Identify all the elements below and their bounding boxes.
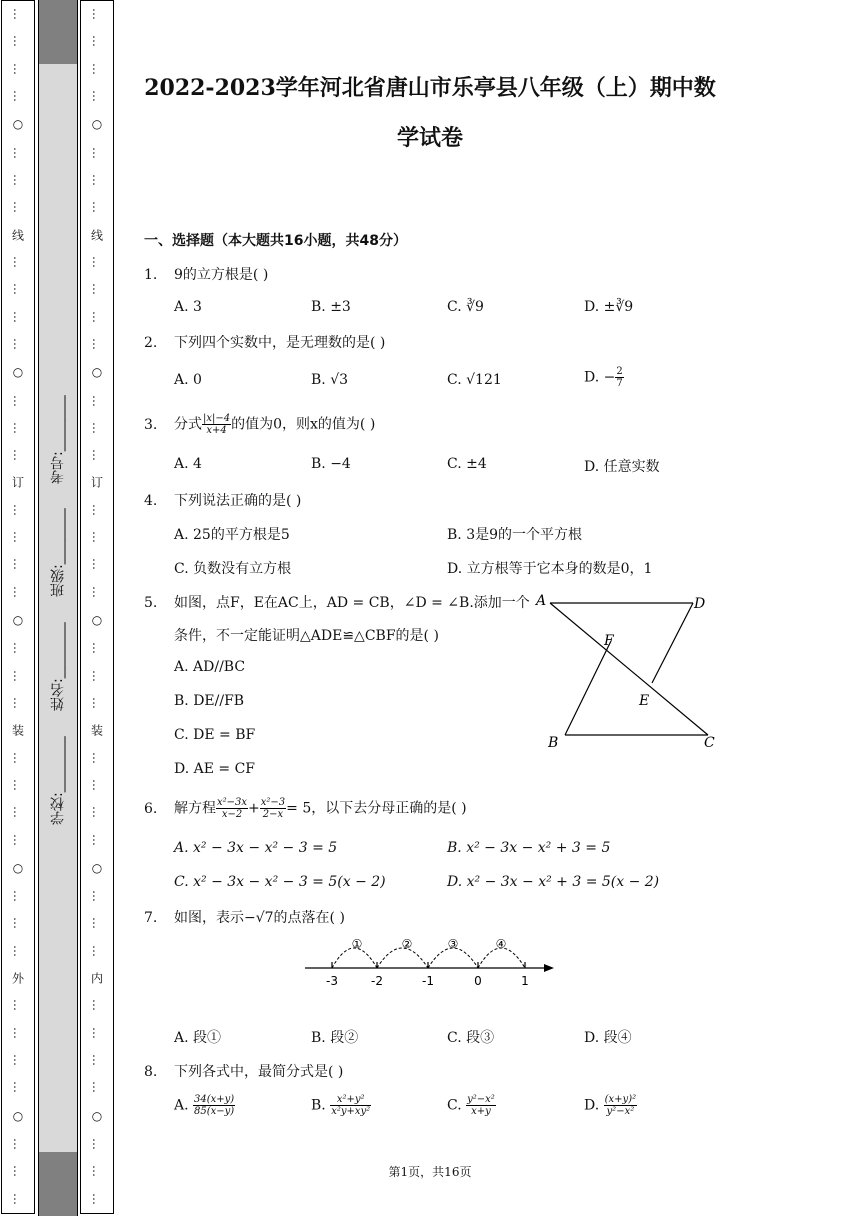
question-number: 4. (144, 493, 158, 509)
q2-option-d[interactable] (584, 366, 624, 389)
outer-binding-marks (2, 1, 34, 1213)
binding-dots: … (11, 1137, 25, 1151)
fraction-numerator: y²−x² (467, 1094, 495, 1105)
binding-dots: … (90, 696, 104, 710)
page-footer: 第1页，共16页 (388, 1165, 472, 1179)
binding-circle: ○ (90, 613, 104, 629)
binding-dots: … (90, 558, 104, 572)
fraction-denominator: x+4 (206, 425, 227, 436)
option-label: C. (447, 1097, 462, 1114)
binding-dots: … (90, 35, 104, 49)
fraction-denominator: x²y+xy² (331, 1106, 371, 1117)
option-label: D. (584, 1097, 600, 1114)
binding-circle: ○ (90, 1108, 104, 1124)
question-number: 3. (144, 416, 158, 433)
binding-dots: … (11, 201, 25, 215)
binding-char: 内 (89, 972, 104, 986)
question-number: 2. (144, 335, 158, 351)
q1-option-a[interactable]: A. 3 (174, 299, 202, 315)
q1-option-d[interactable]: D. ±∛9 (584, 299, 634, 315)
question-number: 7. (144, 910, 158, 926)
label-f: F (604, 633, 614, 649)
fraction-numerator: 34(x+y) (194, 1094, 235, 1105)
binding-dots: … (11, 35, 25, 49)
binding-dots: … (90, 255, 104, 269)
q4-option-a[interactable]: A. 25的平方根是5 (174, 527, 290, 543)
binding-dots: … (90, 421, 104, 435)
fraction-numerator: |x|−4 (203, 413, 231, 424)
binding-dots: … (11, 449, 25, 463)
fraction-numerator: x²−3x (217, 797, 248, 808)
fraction-denominator: y²−x² (606, 1106, 635, 1117)
fraction (330, 1094, 371, 1117)
tick-label: -1 (422, 974, 434, 988)
student-info-strip (38, 0, 78, 1216)
fraction (193, 1094, 235, 1117)
binding-dots: … (11, 890, 25, 904)
segment-arc-1 (332, 948, 377, 968)
question-number: 8. (144, 1064, 158, 1080)
segment-arc-3 (428, 948, 478, 968)
q4-option-b[interactable]: B. 3是9的一个平方根 (447, 527, 583, 543)
number-line-arrow (544, 964, 554, 972)
label-d: D (694, 596, 706, 612)
binding-char: 订 (10, 476, 25, 490)
binding-dots: … (11, 751, 25, 765)
binding-circle: ○ (11, 613, 25, 629)
question-number: 1. (144, 267, 158, 283)
fraction-numerator: x²−3 (260, 797, 286, 808)
q2-option-c[interactable]: C. √121 (447, 372, 502, 388)
fraction-numerator: x²+y² (330, 1094, 371, 1106)
fraction (202, 413, 231, 436)
option-label: D. − (584, 369, 616, 386)
binding-dots: … (11, 833, 25, 847)
class-field[interactable]: 班级:________ (50, 508, 66, 598)
binding-dots: … (90, 999, 104, 1013)
q6-option-d[interactable]: D. x² − 3x − x² + 3 = 5(x − 2) (447, 874, 660, 890)
binding-dots: … (90, 146, 104, 160)
q4-option-d[interactable]: D. 立方根等于它本身的数是0，1 (447, 561, 653, 577)
q1-option-c[interactable]: C. ∛9 (447, 299, 484, 315)
binding-dots: … (11, 558, 25, 572)
binding-char: 装 (10, 724, 25, 738)
question-1 (144, 264, 268, 284)
binding-dots: … (11, 8, 25, 22)
q7-option-b[interactable]: B. 段② (311, 1030, 359, 1046)
gray-block-bottom (39, 1152, 77, 1216)
fraction-denominator: x−2 (221, 809, 243, 820)
exam-number-field[interactable]: 考号:________ (50, 395, 66, 484)
q6-option-a[interactable]: A. x² − 3x − x² − 3 = 5 (174, 840, 338, 856)
binding-circle: ○ (11, 1108, 25, 1124)
question-2 (144, 332, 385, 352)
tick-label: -3 (326, 974, 338, 988)
binding-circle: ○ (90, 117, 104, 133)
binding-dots: … (90, 585, 104, 599)
binding-dots: … (11, 531, 25, 545)
binding-dots: … (11, 146, 25, 160)
binding-dots: … (11, 174, 25, 188)
binding-dots: … (90, 778, 104, 792)
title-line-2: 学试卷 (396, 125, 463, 151)
binding-dots: … (90, 944, 104, 958)
q5-option-d[interactable]: D. AE = CF (174, 761, 256, 777)
question-number: 5. (144, 595, 158, 611)
question-6 (144, 797, 467, 820)
question-text: 下列四个实数中，是无理数的是( ) (174, 335, 386, 351)
binding-char: 线 (89, 228, 104, 242)
question-text-pre: 解方程 (174, 800, 216, 817)
binding-dots: … (11, 1054, 25, 1068)
binding-dots: … (11, 90, 25, 104)
q8-option-d[interactable] (584, 1094, 637, 1117)
option-label: B. (311, 1097, 326, 1114)
binding-dots: … (90, 1026, 104, 1040)
binding-dots: … (11, 394, 25, 408)
question-4 (144, 490, 301, 510)
question-7 (144, 907, 345, 927)
binding-char: 线 (10, 228, 25, 242)
binding-dots: … (90, 890, 104, 904)
binding-dots: … (90, 8, 104, 22)
binding-dots: … (90, 503, 104, 517)
label-b: B (548, 735, 559, 751)
school-field[interactable]: 学校:________ (50, 736, 66, 825)
q1-option-b[interactable]: B. ±3 (311, 299, 351, 315)
binding-dots: … (90, 90, 104, 104)
q5-option-a[interactable]: A. AD//BC (174, 659, 246, 675)
binding-dots: … (90, 174, 104, 188)
q2-option-b[interactable]: B. √3 (311, 372, 349, 388)
question-8 (144, 1061, 343, 1081)
binding-dots: … (90, 1054, 104, 1068)
gray-block-top (39, 0, 77, 64)
question-text: 9的立方根是( ) (174, 267, 269, 283)
binding-circle: ○ (90, 365, 104, 381)
binding-dots: … (90, 337, 104, 351)
segment-de (652, 603, 693, 683)
binding-char: 装 (89, 724, 104, 738)
binding-dots: … (11, 585, 25, 599)
inner-binding-strip (80, 0, 114, 1214)
page-title (130, 63, 730, 163)
q2-option-a[interactable]: A. 0 (174, 372, 202, 388)
binding-dots: … (90, 531, 104, 545)
q5-text-line-2: 条件，不一定能证明△ADE≌△CBF的是( ) (174, 628, 439, 644)
name-field[interactable]: 姓名:________ (50, 622, 66, 712)
q6-option-c[interactable]: C. x² − 3x − x² − 3 = 5(x − 2) (174, 874, 386, 890)
binding-dots: … (11, 1026, 25, 1040)
binding-dots: … (11, 1165, 25, 1179)
question-text: 下列各式中，最简分式是( ) (174, 1064, 344, 1080)
segment-label-4: ④ (495, 937, 507, 951)
section-heading: 一、选择题（本大题共16小题，共48分） (144, 233, 407, 249)
fraction-2 (260, 797, 286, 820)
plus-sign: + (248, 800, 260, 817)
binding-dots: … (90, 449, 104, 463)
binding-dots: … (11, 503, 25, 517)
fraction-denominator: 2−x (262, 809, 284, 820)
fraction-denominator: 85(x−y) (194, 1106, 235, 1117)
binding-dots: … (11, 62, 25, 76)
q5-option-c[interactable]: C. DE = BF (174, 727, 256, 743)
q7-option-d[interactable]: D. 段④ (584, 1030, 632, 1046)
q6-option-b[interactable]: B. x² − 3x − x² + 3 = 5 (447, 840, 611, 856)
binding-dots: … (90, 806, 104, 820)
question-text-pre: 分式 (174, 416, 202, 433)
binding-dots: … (11, 1081, 25, 1095)
binding-circle: ○ (11, 365, 25, 381)
q4-option-c[interactable]: C. 负数没有立方根 (174, 561, 292, 577)
segment-bf (565, 641, 611, 735)
fraction (466, 1094, 496, 1117)
tick-label: 0 (474, 974, 482, 988)
segment-label-1: ① (351, 937, 363, 951)
binding-dots: … (11, 669, 25, 683)
fraction-denominator: x+y (471, 1106, 491, 1117)
q5-option-b[interactable]: B. DE//FB (174, 693, 245, 709)
binding-dots: … (11, 310, 25, 324)
title-line-1: 2022-2023学年河北省唐山市乐亭县八年级（上）期中数 (144, 75, 716, 101)
tick-label: 1 (521, 974, 529, 988)
binding-dots: … (90, 1137, 104, 1151)
binding-dots: … (90, 1192, 104, 1206)
binding-dots: … (11, 283, 25, 297)
q7-option-a[interactable]: A. 段① (174, 1030, 222, 1046)
option-label: A. (174, 1097, 189, 1114)
fraction-numerator: (x+y)² (604, 1094, 637, 1105)
binding-dots: … (90, 283, 104, 297)
binding-dots: … (11, 1192, 25, 1206)
binding-dots: … (90, 310, 104, 324)
q5-geometry-figure (530, 588, 730, 753)
binding-dots: … (90, 917, 104, 931)
binding-dots: … (11, 999, 25, 1013)
outer-binding-strip (1, 0, 35, 1214)
binding-dots: … (11, 337, 25, 351)
label-a: A (536, 593, 547, 609)
binding-dots: … (90, 201, 104, 215)
fraction-denominator: 7 (616, 378, 623, 389)
segment-label-2: ② (401, 937, 413, 951)
binding-dots: … (11, 806, 25, 820)
binding-dots: … (11, 642, 25, 656)
tick-label: -2 (371, 974, 383, 988)
student-info-fields (39, 395, 77, 825)
q7-option-c[interactable]: C. 段③ (447, 1030, 495, 1046)
q3-option-d[interactable]: D. 任意实数 (584, 459, 660, 475)
binding-dots: … (90, 1165, 104, 1179)
binding-dots: … (11, 778, 25, 792)
segment-arc-2 (377, 948, 428, 968)
binding-char: 外 (10, 972, 25, 986)
segment-label-3: ③ (447, 937, 459, 951)
question-5 (144, 592, 530, 612)
fraction-1 (216, 797, 248, 820)
question-3 (144, 413, 375, 436)
binding-circle: ○ (11, 860, 25, 876)
fraction (615, 366, 623, 389)
binding-dots: … (90, 1081, 104, 1095)
binding-dots: … (11, 944, 25, 958)
binding-dots: … (11, 696, 25, 710)
q8-option-b[interactable] (311, 1094, 371, 1117)
inner-binding-marks (81, 1, 113, 1213)
binding-dots: … (11, 421, 25, 435)
segment-arc-4 (478, 948, 525, 968)
q3-option-b[interactable]: B. −4 (311, 456, 351, 472)
binding-dots: … (11, 255, 25, 269)
question-text: 如图，表示−√7的点落在( ) (174, 910, 345, 926)
question-text-post: = 5，以下去分母正确的是( ) (286, 800, 467, 817)
binding-char: 订 (89, 476, 104, 490)
binding-dots: … (90, 751, 104, 765)
fraction (604, 1094, 637, 1117)
binding-dots: … (90, 394, 104, 408)
fraction-numerator: 2 (616, 366, 623, 377)
binding-circle: ○ (90, 860, 104, 876)
binding-dots: … (90, 833, 104, 847)
number-line-figure (300, 930, 560, 990)
q3-option-a[interactable]: A. 4 (174, 456, 202, 472)
binding-dots: … (90, 642, 104, 656)
q8-option-c[interactable] (447, 1094, 496, 1117)
segment-ac (550, 603, 708, 735)
binding-dots: … (11, 917, 25, 931)
question-text-post: 的值为0，则x的值为( ) (231, 416, 376, 433)
binding-dots: … (90, 62, 104, 76)
q8-option-a[interactable] (174, 1094, 235, 1117)
binding-circle: ○ (11, 117, 25, 133)
question-number: 6. (144, 800, 158, 817)
label-e: E (639, 693, 650, 709)
q3-option-c[interactable]: C. ±4 (447, 456, 487, 472)
question-text-line-1: 如图，点F，E在AC上，AD = CB，∠D = ∠B.添加一个 (174, 595, 530, 611)
label-c: C (704, 735, 715, 751)
question-text: 下列说法正确的是( ) (174, 493, 302, 509)
binding-dots: … (90, 669, 104, 683)
